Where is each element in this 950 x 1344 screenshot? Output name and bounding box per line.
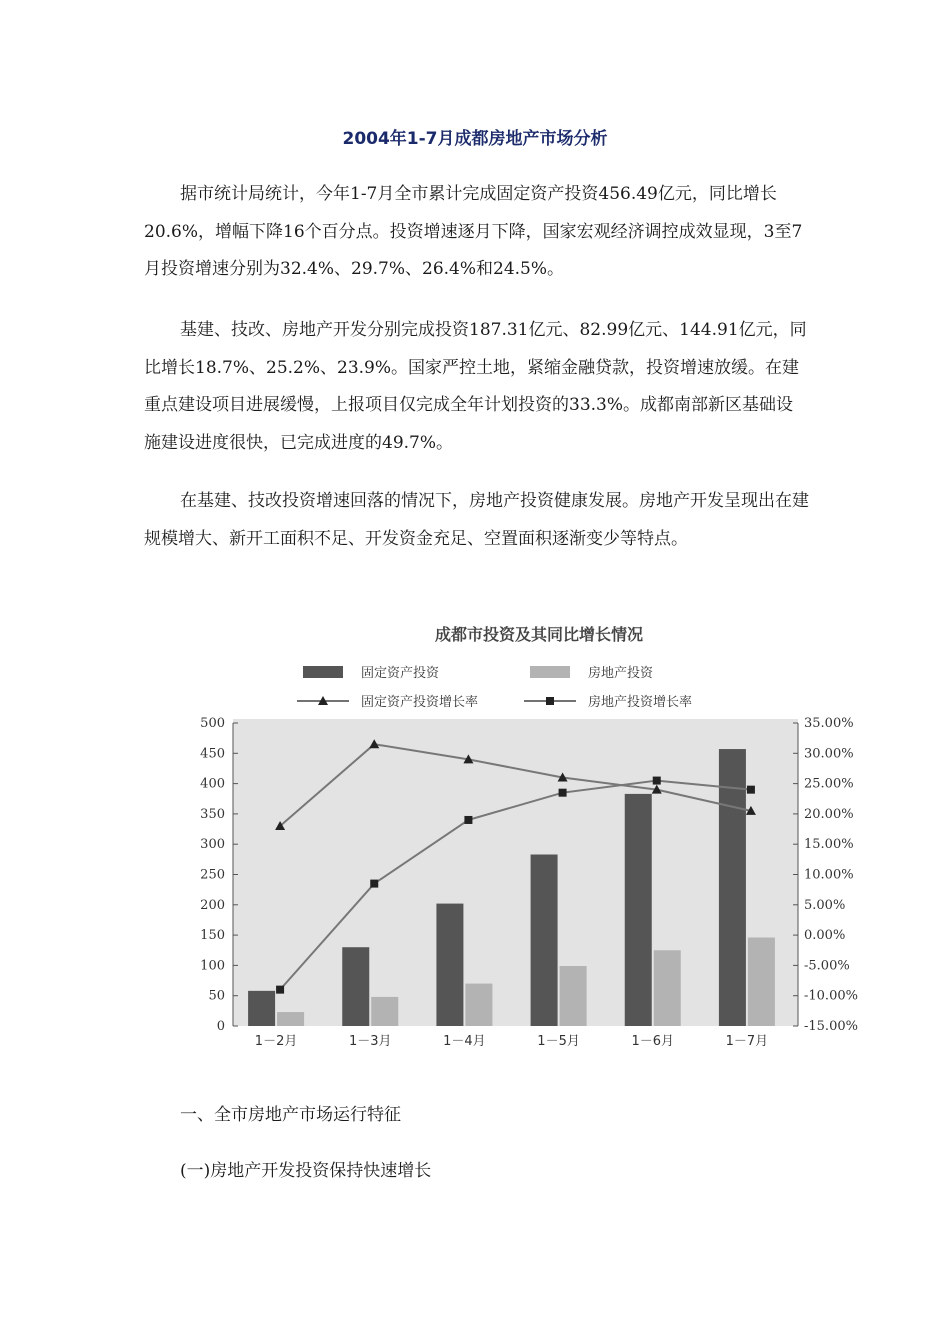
paragraph-2 [144,312,809,462]
real-estate-bar [371,997,398,1026]
y-left-tick-label: 250 [200,867,225,883]
investment-chart [178,612,900,1056]
fixed-asset-bar [719,749,746,1026]
y-left-tick-label: 150 [200,928,225,944]
subsection-heading: (一)房地产开发投资保持快速增长 [180,1161,432,1181]
real-estate-bar [277,1012,304,1026]
y-left-tick-label: 50 [208,988,225,1004]
fixed-asset-bar [248,991,275,1026]
y-left-tick-label: 400 [200,776,225,792]
document-title: 2004年1-7月成都房地产市场分析 [342,129,608,149]
real-estate-bar [465,984,492,1026]
legend-label: 固定资产投资 [361,666,440,681]
paragraph-1 [144,176,809,289]
x-tick-label: 1－5月 [537,1034,580,1049]
y-right-tick-label: 10.00% [804,867,854,883]
paragraph-2-text: 基建、技改、房地产开发分别完成投资187.31亿元、82.99亿元、144.91亿元，同比增长18.7%、25.2%、23.9%。国家严控土地，紧缩金融贷款，投资增速放缓。在建重点建设项目进展缓慢，上报项目仅完成全年计划投资的33.3%。成都南部新区基础设施建设进度很快，已完成进度的49.7%。 [144,320,807,453]
y-right-tick-label: -10.00% [804,988,858,1004]
y-left-tick-label: 0 [216,1019,225,1034]
legend-label: 固定资产投资增长率 [361,695,479,710]
x-axis-labels [255,1034,768,1049]
real-estate-growth-point [559,789,567,797]
y-right-tick-label: -5.00% [804,958,850,974]
y-right-tick-label: 30.00% [804,746,854,762]
y-left-tick-label: 200 [200,897,225,913]
paragraph-3-text: 在基建、技改投资增速回落的情况下，房地产投资健康发展。房地产开发呈现出在建规模增大、新开工面积不足、开发资金充足、空置面积逐渐变少等特点。 [144,491,809,549]
fixed-asset-bar [342,947,369,1026]
legend-label: 房地产投资 [588,666,654,681]
y-right-tick-label: 35.00% [804,716,854,731]
fixed-asset-bar [531,855,558,1026]
chart-legend [297,665,692,710]
section-heading: 一、全市房地产市场运行特征 [180,1105,401,1125]
real-estate-bar [560,966,587,1026]
x-tick-label: 1－2月 [254,1034,298,1049]
x-tick-label: 1－6月 [631,1034,675,1049]
y-right-tick-label: 20.00% [804,806,854,822]
real-estate-growth-point [276,986,284,994]
real-estate-growth-point [653,777,661,785]
x-tick-label: 1－3月 [348,1034,392,1049]
y-left-tick-label: 450 [200,746,225,762]
legend-swatch [303,666,343,678]
y-right-tick-label: -15.00% [804,1019,858,1034]
legend-label: 房地产投资增长率 [588,695,693,710]
y-right-tick-label: 25.00% [804,776,854,792]
y-left-tick-label: 500 [200,716,225,731]
fixed-asset-bar [436,904,463,1026]
legend-swatch [530,666,570,678]
real-estate-bar [748,938,775,1026]
y-left-tick-label: 100 [200,958,225,974]
paragraph-3 [144,483,809,558]
y-left-tick-label: 350 [200,806,225,822]
x-tick-label: 1－4月 [443,1034,486,1049]
y-right-tick-label: 5.00% [804,897,846,913]
real-estate-bar [654,950,681,1026]
legend-marker [546,697,554,705]
y-left-tick-label: 300 [200,837,225,853]
paragraph-1-text: 据市统计局统计，今年1-7月全市累计完成固定资产投资456.49亿元，同比增长20.6%，增幅下降16个百分点。投资增速逐月下降，国家宏观经济调控成效显现，3至7月投资增速分别为32.4%、29.7%、26.4%和24.5%。 [144,184,803,279]
real-estate-growth-point [747,786,755,794]
plot-background [233,719,798,1026]
y-right-tick-label: 15.00% [804,837,854,853]
fixed-asset-bar [625,794,652,1026]
chart-title: 成都市投资及其同比增长情况 [434,625,644,644]
y-right-tick-label: 0.00% [804,928,846,944]
real-estate-growth-point [370,880,378,888]
real-estate-growth-point [464,816,472,824]
x-tick-label: 1－7月 [725,1034,769,1049]
